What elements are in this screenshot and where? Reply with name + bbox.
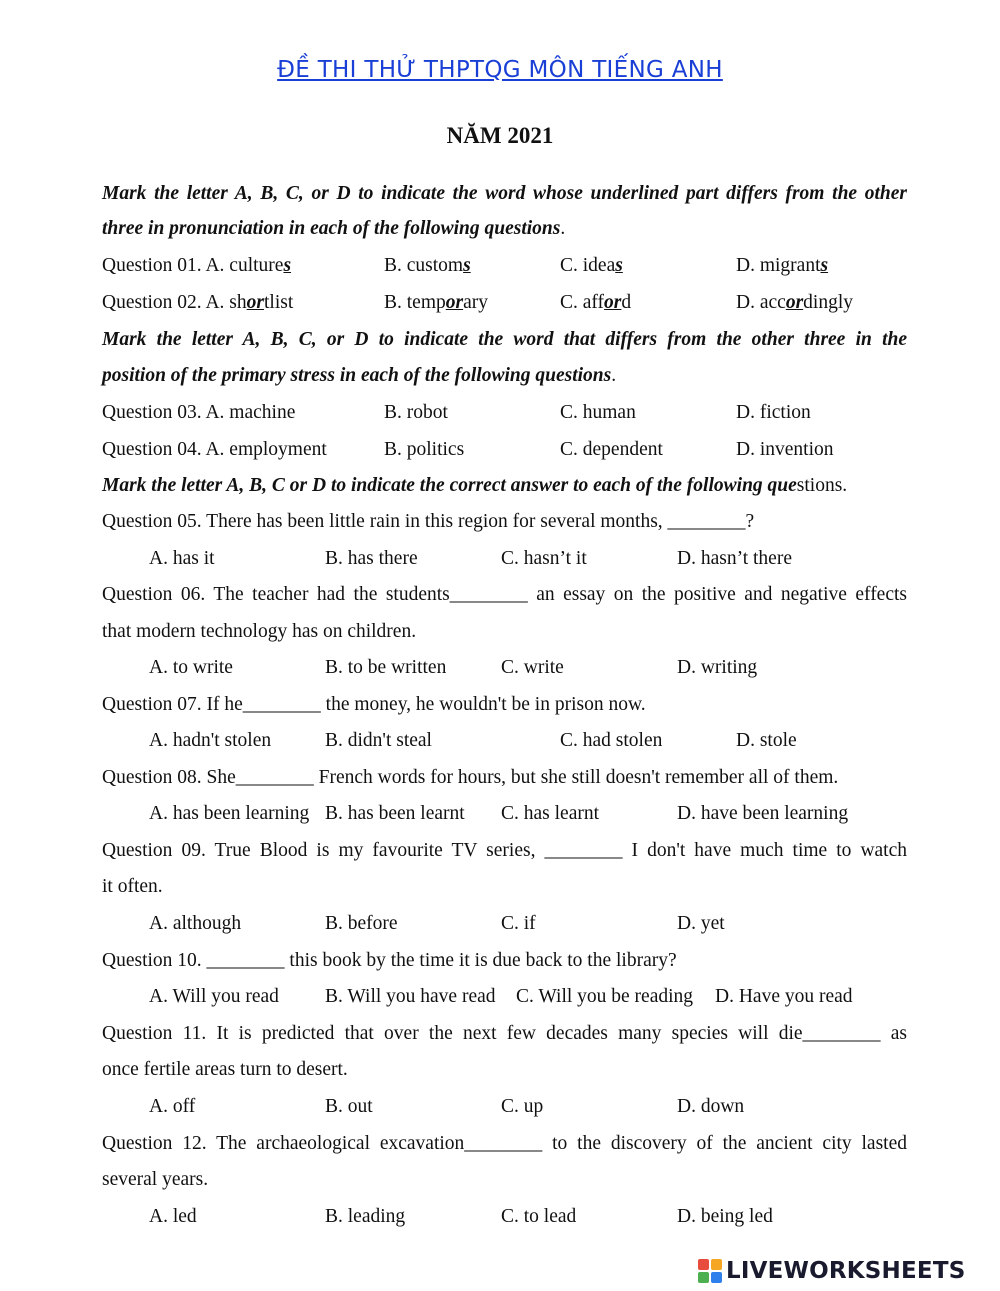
section1-period: . xyxy=(560,218,566,239)
q10-option-b[interactable]: B. Will you have read xyxy=(325,986,496,1007)
section2-period: . xyxy=(611,365,617,386)
logo-block-2 xyxy=(711,1259,722,1270)
q05-option-c[interactable]: C. hasn’t it xyxy=(501,548,587,569)
q01-label: Question 01. A. culture xyxy=(102,255,284,276)
q05-option-d[interactable]: D. hasn’t there xyxy=(677,548,792,569)
section2-instruction-line1: Mark the letter A, B, C, or D to indicate the word that differs from the other three in the xyxy=(102,329,907,350)
q09-option-d[interactable]: D. yet xyxy=(677,913,725,934)
q02-c-text: C. aff xyxy=(560,292,605,313)
section3-instruction xyxy=(102,475,907,497)
q11-option-d[interactable]: D. down xyxy=(677,1096,745,1117)
q09-stem-line2: it often. xyxy=(102,876,163,897)
q01-b-underlined: s xyxy=(463,255,471,276)
q03-option-b: B. robot xyxy=(384,402,448,423)
q12-option-d[interactable]: D. being led xyxy=(677,1206,773,1227)
q07-option-d[interactable]: D. stole xyxy=(736,730,797,751)
liveworksheets-logo[interactable] xyxy=(698,1258,965,1284)
q06-option-a[interactable]: A. to write xyxy=(149,657,233,678)
q09-option-c[interactable]: C. if xyxy=(501,913,536,934)
section2-instruction-line2 xyxy=(102,365,907,387)
q11-option-a[interactable]: A. off xyxy=(149,1096,196,1117)
q08-option-b[interactable]: B. has been learnt xyxy=(325,803,465,824)
q02-a-suffix: tlist xyxy=(263,292,294,313)
logo-text: LIVEWORKSHEETS xyxy=(726,1258,966,1284)
q12-option-a[interactable]: A. led xyxy=(149,1206,197,1227)
q06-option-d[interactable]: D. writing xyxy=(677,657,758,678)
q01-option-c xyxy=(560,255,623,277)
q03-option-d: D. fiction xyxy=(736,402,811,423)
q08-option-d[interactable]: D. have been learning xyxy=(677,803,849,824)
section3-instruction-tail: stions. xyxy=(796,475,848,496)
q02-d-suffix: dingly xyxy=(803,292,853,313)
q06-option-b[interactable]: B. to be written xyxy=(325,657,447,678)
q02-option-b xyxy=(384,292,488,314)
q05-option-a[interactable]: A. has it xyxy=(149,548,215,569)
q02-c-suffix: d xyxy=(621,292,632,313)
q12-option-c[interactable]: C. to lead xyxy=(501,1206,577,1227)
section2-instruction-text: position of the primary stress in each of the following questions xyxy=(102,365,612,386)
q12-option-b[interactable]: B. leading xyxy=(325,1206,406,1227)
page-title: ĐỀ THI THỬ THPTQG MÔN TIẾNG ANH xyxy=(277,57,723,83)
q10-option-a[interactable]: A. Will you read xyxy=(149,986,279,1007)
q02-option-a xyxy=(102,292,293,314)
q02-b-suffix: ary xyxy=(463,292,488,313)
q01-c-underlined: s xyxy=(615,255,623,276)
q10-option-c[interactable]: C. Will you be reading xyxy=(516,986,694,1007)
q07-option-b[interactable]: B. didn't steal xyxy=(325,730,432,751)
q12-stem-line2: several years. xyxy=(102,1169,209,1190)
q01-d-underlined: s xyxy=(820,255,829,276)
q08-option-a[interactable]: A. has been learning xyxy=(149,803,310,824)
q06-option-c[interactable]: C. write xyxy=(501,657,564,678)
q04-option-a: Question 04. A. employment xyxy=(102,439,327,460)
q08-stem: Question 08. She________ French words for hours, but she still doesn't remember all of them. xyxy=(102,767,839,788)
q11-option-b[interactable]: B. out xyxy=(325,1096,373,1117)
q02-a-underlined: or xyxy=(246,292,264,313)
q10-option-d[interactable]: D. Have you read xyxy=(715,986,853,1007)
q03-option-a: Question 03. A. machine xyxy=(102,402,296,423)
logo-block-1 xyxy=(698,1259,709,1270)
q02-d-text: D. acc xyxy=(736,292,786,313)
q04-option-b: B. politics xyxy=(384,439,465,460)
q02-label: Question 02. A. sh xyxy=(102,292,247,313)
q06-stem-line1: Question 06. The teacher had the students________ an essay on the positive and negative effects xyxy=(102,584,907,605)
q01-option-a xyxy=(102,255,291,277)
q02-b-text: B. temp xyxy=(384,292,446,313)
q02-d-underlined: or xyxy=(785,292,804,313)
q04-option-d: D. invention xyxy=(736,439,834,460)
q09-stem-line1: Question 09. True Blood is my favourite TV series, ________ I don't have much time to watch xyxy=(102,840,907,861)
q05-option-b[interactable]: B. has there xyxy=(325,548,418,569)
q12-stem-line1: Question 12. The archaeological excavation________ to the discovery of the ancient city lasted xyxy=(102,1133,907,1154)
q11-stem-line1: Question 11. It is predicted that over the next few decades many species will die________ as xyxy=(102,1023,907,1044)
logo-blocks-icon xyxy=(698,1259,722,1283)
q01-c-text: C. idea xyxy=(560,255,616,276)
section3-instruction-text: Mark the letter A, B, C or D to indicate the correct answer to each of the following que xyxy=(102,475,797,496)
q09-option-a[interactable]: A. although xyxy=(149,913,242,934)
q02-c-underlined: or xyxy=(604,292,622,313)
q07-stem: Question 07. If he________ the money, he wouldn't be in prison now. xyxy=(102,694,646,715)
section1-instruction-text: three in pronunciation in each of the following questions xyxy=(102,218,561,239)
page-subtitle-year: NĂM 2021 xyxy=(446,123,554,148)
q08-option-c[interactable]: C. has learnt xyxy=(501,803,600,824)
q01-option-d xyxy=(736,255,828,277)
q05-stem: Question 05. There has been little rain in this region for several months, ________? xyxy=(102,511,755,532)
q11-stem-line2: once fertile areas turn to desert. xyxy=(102,1059,348,1080)
q11-option-c[interactable]: C. up xyxy=(501,1096,544,1117)
q01-option-b xyxy=(384,255,471,277)
q09-option-b[interactable]: B. before xyxy=(325,913,398,934)
q02-b-underlined: or xyxy=(445,292,464,313)
q07-option-c[interactable]: C. had stolen xyxy=(560,730,663,751)
q07-option-a[interactable]: A. hadn't stolen xyxy=(149,730,272,751)
q01-a-underlined: s xyxy=(283,255,292,276)
q02-option-c xyxy=(560,292,631,314)
q04-option-c: C. dependent xyxy=(560,439,663,460)
logo-block-3 xyxy=(698,1272,709,1283)
q01-d-text: D. migrant xyxy=(736,255,821,276)
q01-b-text: B. custom xyxy=(384,255,464,276)
q02-option-d xyxy=(736,292,853,314)
q06-stem-line2: that modern technology has on children. xyxy=(102,621,417,642)
q03-option-c: C. human xyxy=(560,402,636,423)
q10-stem: Question 10. ________ this book by the time it is due back to the library? xyxy=(102,950,677,971)
section1-instruction-line1: Mark the letter A, B, C, or D to indicate the word whose underlined part differs from the other xyxy=(102,183,907,204)
logo-block-4 xyxy=(711,1272,722,1283)
section1-instruction-line2 xyxy=(102,218,907,240)
